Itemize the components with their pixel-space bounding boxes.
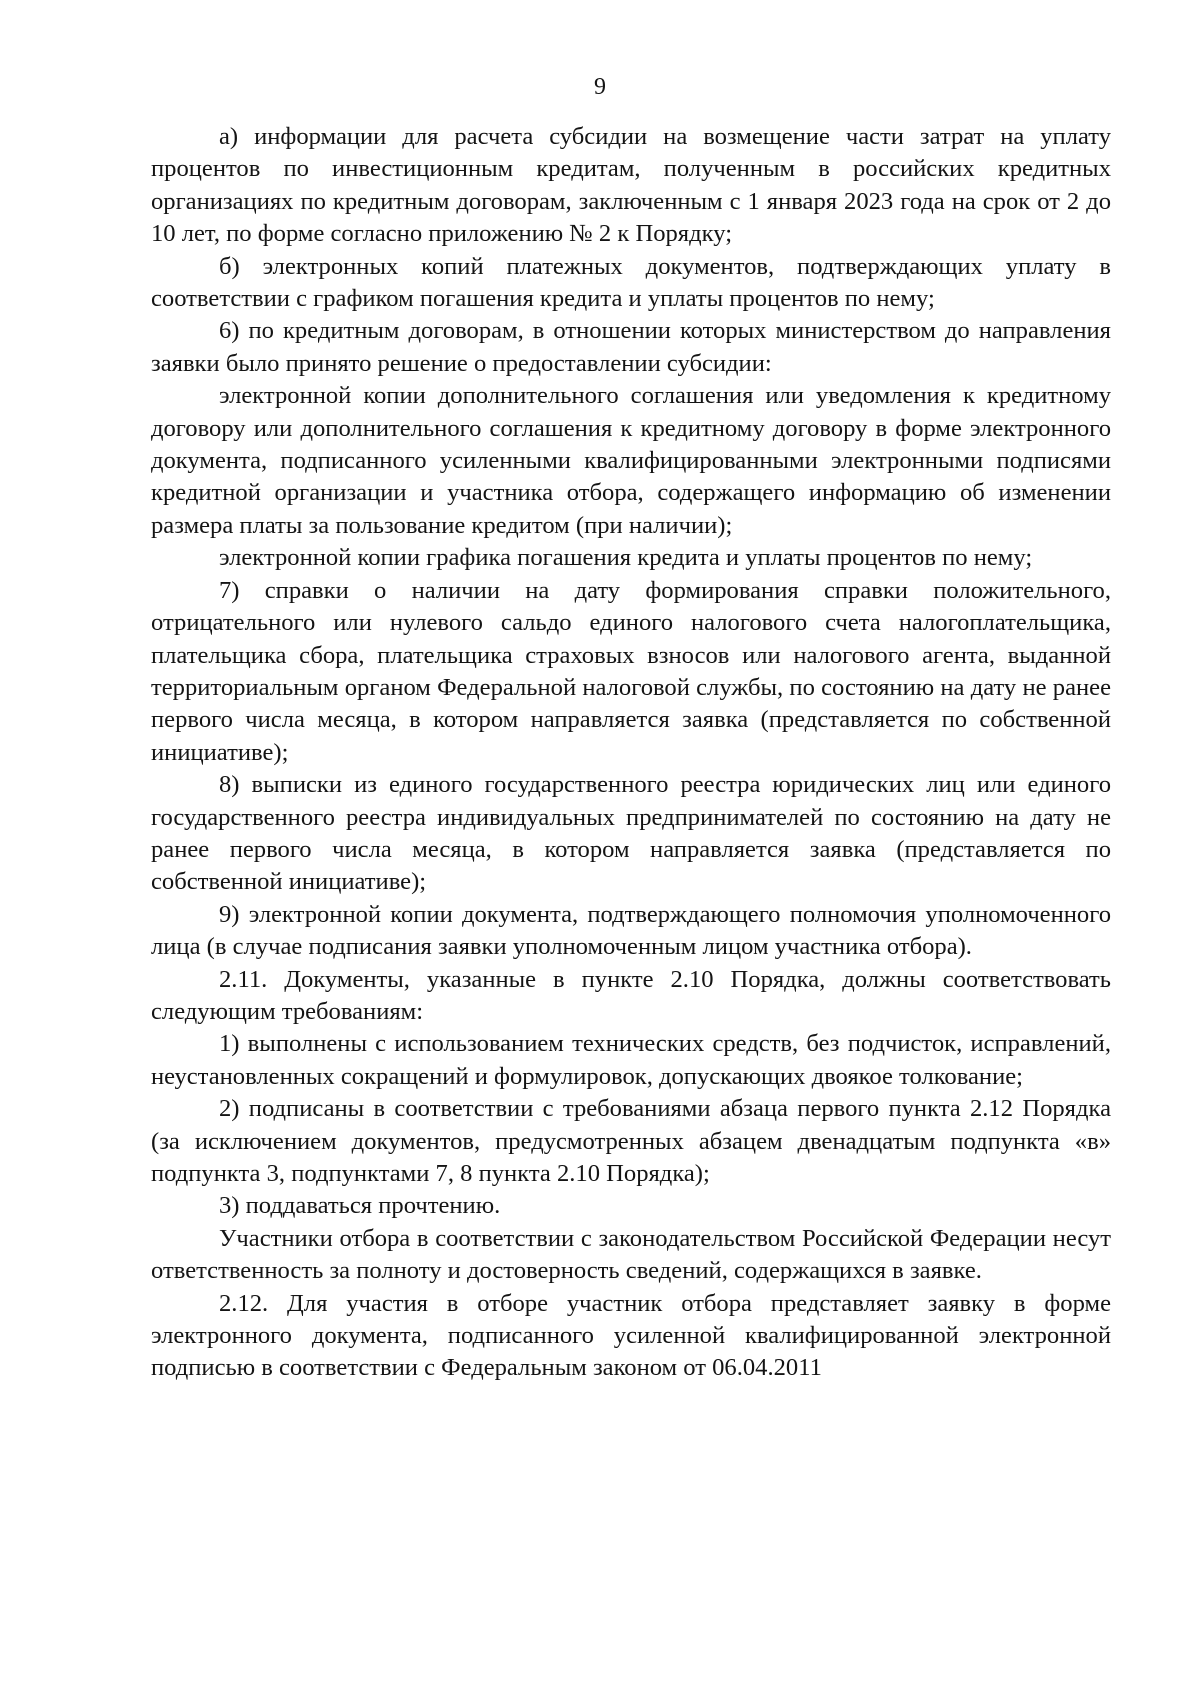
- paragraph-requirement-3: 3) поддаваться прочтению.: [219, 1192, 501, 1220]
- paragraph-section-2-12: 2.12. Для участия в отборе участник отбора представляет заявку в форме электронного документа, подписанного усиленной квалифицированной электронной подписью в соответствии с Федеральным законом от 06.04.2011: [151, 1289, 1111, 1382]
- paragraph-repayment-schedule: электронной копии графика погашения кредита и уплаты процентов по нему;: [219, 544, 1033, 572]
- paragraph-requirement-2: 2) подписаны в соответствии с требованиями абзаца первого пункта 2.12 Порядка (за исключением документов, предусмотренных абзацем двенадцатым подпункта «в» подпункта 3, подпунктами 7, 8 пункта 2.10 Порядка);: [151, 1095, 1111, 1187]
- paragraph-section-2-11: 2.11. Документы, указанные в пункте 2.10 Порядка, должны соответствовать следующим требованиям:: [151, 965, 1111, 1025]
- page-number: 9: [594, 74, 606, 100]
- document-body: [151, 121, 1111, 1385]
- paragraph-item-7: 7) справки о наличии на дату формирования справки положительного, отрицательного или нулевого сальдо единого налогового счета налогоплательщика, плательщика сбора, плательщика страховых взносов или налогового агента, выданной территориальным органом Федеральной налоговой службы, по состоянию на дату не ранее первого числа месяца, в котором направляется заявка (представляется по собственной инициативе);: [151, 576, 1111, 766]
- paragraph-item-a: а) информации для расчета субсидии на возмещение части затрат на уплату процентов по инвестиционным кредитам, полученным в российских кредитных организациях по кредитным договорам, заключенным с 1 января 2023 года на срок от 2 до 10 лет, по форме согласно приложению № 2 к Порядку;: [151, 123, 1111, 248]
- paragraph-item-8: 8) выписки из единого государственного реестра юридических лиц или единого государственного реестра индивидуальных предпринимателей по состоянию на дату не ранее первого числа месяца, в котором направляется заявка (представляется по собственной инициативе);: [151, 771, 1111, 896]
- paragraph-item-b: б) электронных копий платежных документов, подтверждающих уплату в соответствии с графиком погашения кредита и уплаты процентов по нему;: [151, 252, 1111, 313]
- paragraph-item-9: 9) электронной копии документа, подтверждающего полномочия уполномоченного лица (в случае подписания заявки уполномоченным лицом участника отбора).: [151, 900, 1111, 961]
- paragraph-additional-agreement: электронной копии дополнительного соглашения или уведомления к кредитному договору или дополнительного соглашения к кредитному договору в форме электронного документа, подписанного усиленными квалифицированными электронными подписями кредитной организации и участника отбора, содержащего информацию об изменении размера платы за пользование кредитом (при наличии);: [151, 382, 1111, 539]
- paragraph-item-6: 6) по кредитным договорам, в отношении которых министерством до направления заявки было принято решение о предоставлении субсидии:: [151, 317, 1111, 377]
- paragraph-requirement-1: 1) выполнены с использованием технических средств, без подчисток, исправлений, неустановленных сокращений и формулировок, допускающих двоякое толкование;: [151, 1030, 1111, 1090]
- paragraph-participants-responsibility: Участники отбора в соответствии с законодательством Российской Федерации несут ответственность за полноту и достоверность сведений, содержащихся в заявке.: [151, 1224, 1111, 1285]
